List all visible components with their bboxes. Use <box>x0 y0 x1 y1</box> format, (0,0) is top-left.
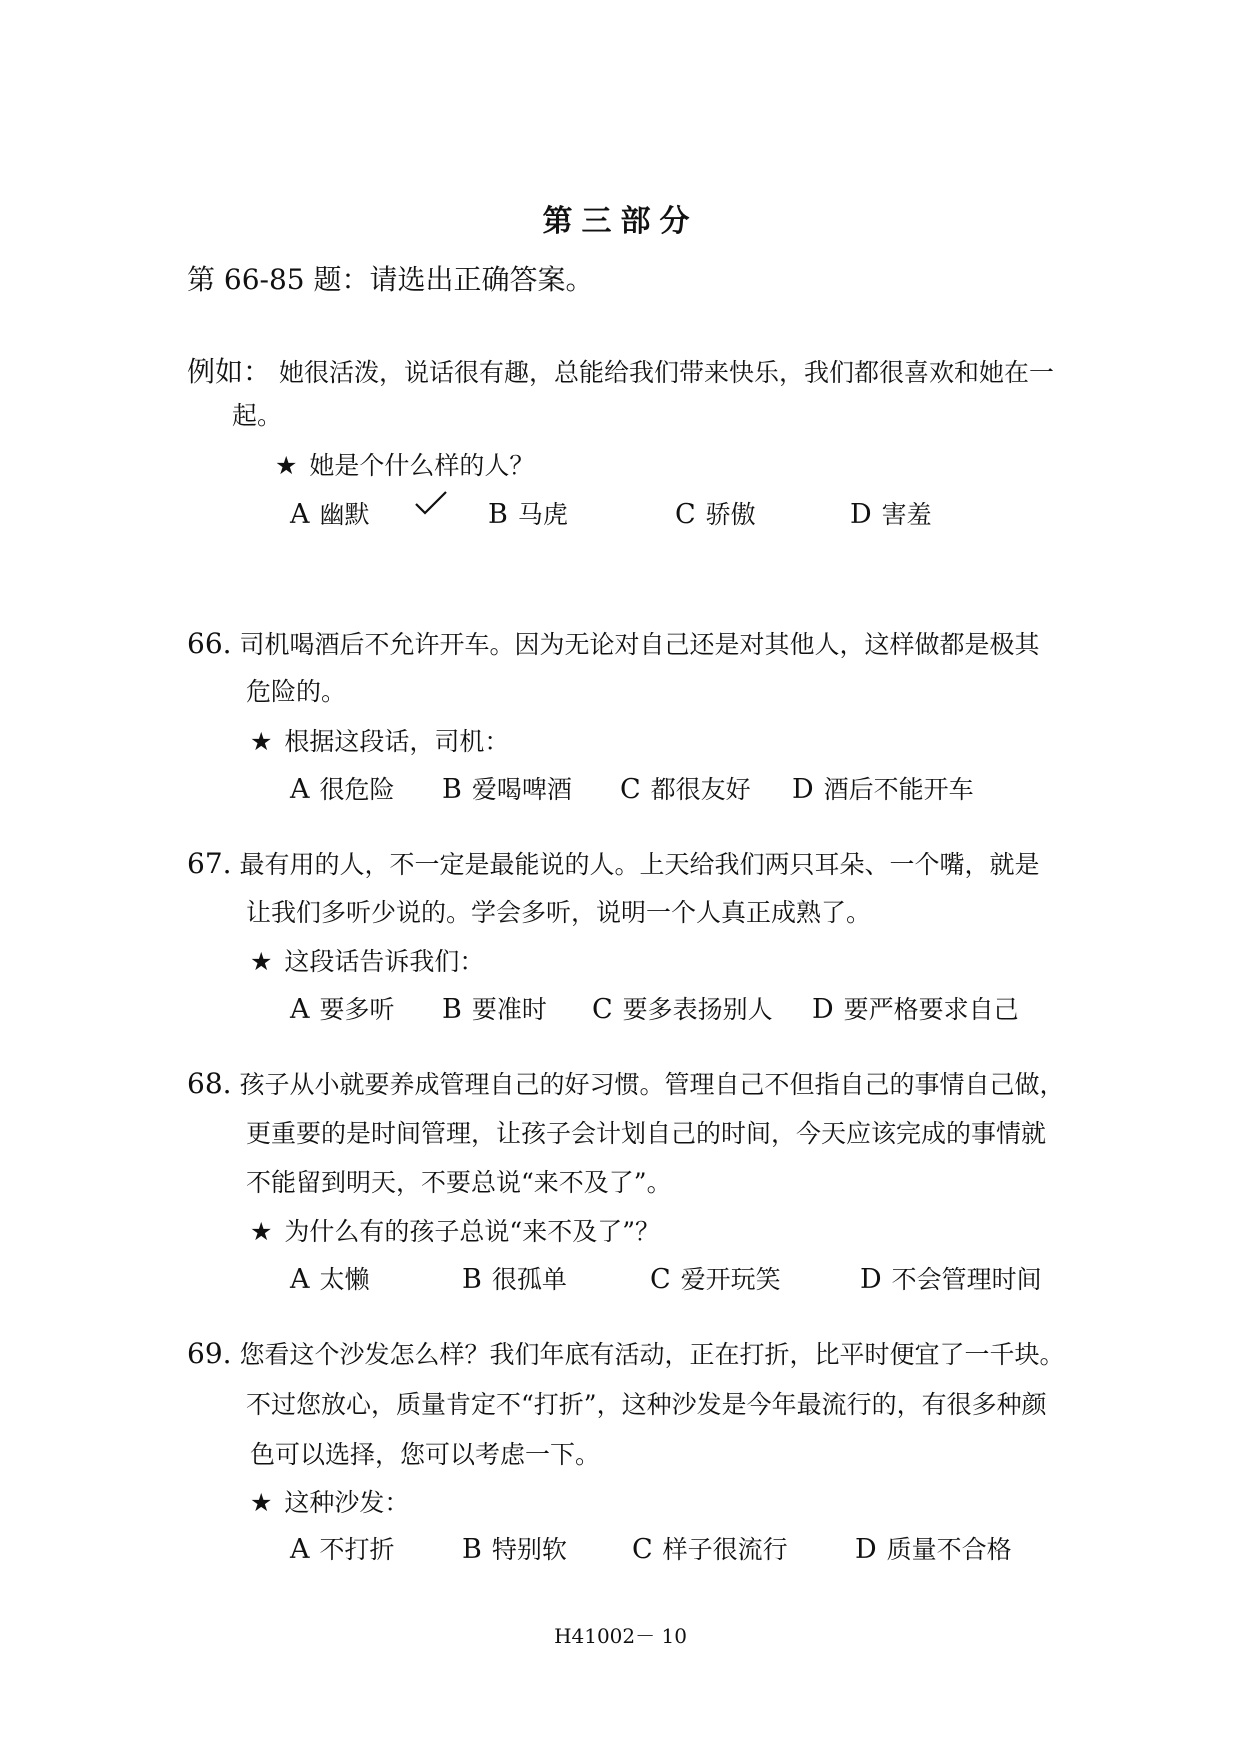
q66-line-1: 66. 司机喝酒后不允许开车。因为无论对自己还是对其他人，这样做都是极其 <box>187 627 1040 660</box>
page-footer: H41002－ 10 <box>554 1624 687 1648</box>
instructions: 第 66-85 题：请选出正确答案。 <box>187 263 594 296</box>
q68-option-d[interactable]: D 不会管理时间 <box>860 1264 1042 1295</box>
q66-question: ★ 根据这段话，司机： <box>250 727 510 756</box>
q66-option-a[interactable]: A 很危险 <box>290 774 395 805</box>
q66-line-2: 危险的。 <box>246 677 347 706</box>
q68-line-3: 不能留到明天，不要总说“来不及了”。 <box>246 1168 672 1197</box>
q66-option-d[interactable]: D 酒后不能开车 <box>792 774 974 805</box>
example-option-c[interactable]: C 骄傲 <box>675 499 756 530</box>
star-icon: ★ <box>250 1217 273 1246</box>
q69-line-2: 不过您放心，质量肯定不“打折”，这种沙发是今年最流行的，有很多种颜 <box>246 1390 1047 1419</box>
example-question: ★ 她是个什么样的人？ <box>275 451 535 480</box>
q68-line-2: 更重要的是时间管理，让孩子会计划自己的时间，今天应该完成的事情就 <box>246 1119 1047 1148</box>
q66-option-c[interactable]: C 都很友好 <box>620 774 751 805</box>
section-title: 第三部分 <box>542 204 699 239</box>
q67-option-b[interactable]: B 要准时 <box>442 994 547 1025</box>
star-icon: ★ <box>250 1488 273 1517</box>
example-option-a[interactable]: A 幽默 <box>290 499 370 530</box>
q68-option-a[interactable]: A 太懒 <box>290 1264 370 1295</box>
q67-question: ★ 这段话告诉我们： <box>250 947 485 976</box>
q67-option-a[interactable]: A 要多听 <box>290 994 395 1025</box>
q68-option-c[interactable]: C 爱开玩笑 <box>650 1264 781 1295</box>
q66-option-b[interactable]: B 爱喝啤酒 <box>442 774 572 805</box>
q69-option-c[interactable]: C 样子很流行 <box>632 1534 788 1565</box>
q68-question: ★ 为什么有的孩子总说“来不及了”？ <box>250 1217 660 1246</box>
example-text-line-2: 起。 <box>232 401 283 430</box>
example-label: 例如： <box>187 355 272 388</box>
q69-option-b[interactable]: B 特别软 <box>462 1534 567 1565</box>
q69-question: ★ 这种沙发： <box>250 1488 410 1517</box>
q67-option-d[interactable]: D 要严格要求自己 <box>812 994 1019 1025</box>
checkmark-icon <box>414 490 448 516</box>
q68-option-b[interactable]: B 很孤单 <box>462 1264 567 1295</box>
q67-line-2: 让我们多听少说的。学会多听，说明一个人真正成熟了。 <box>246 898 872 927</box>
example-option-b[interactable]: B 马虎 <box>488 499 568 530</box>
q67-option-c[interactable]: C 要多表扬别人 <box>592 994 773 1025</box>
q69-line-1: 69. 您看这个沙发怎么样？我们年底有活动，正在打折，比平时便宜了一千块。 <box>187 1337 1065 1370</box>
star-icon: ★ <box>250 947 273 976</box>
q69-line-3: 色可以选择，您可以考虑一下。 <box>250 1440 601 1469</box>
example-text-line-1: 例如： 她很活泼，说话很有趣，总能给我们带来快乐，我们都很喜欢和她在一 <box>187 350 1054 390</box>
q69-option-a[interactable]: A 不打折 <box>290 1534 395 1565</box>
star-icon: ★ <box>275 451 298 480</box>
star-icon: ★ <box>250 727 273 756</box>
q68-line-1: 68. 孩子从小就要养成管理自己的好习惯。管理自己不但指自己的事情自己做， <box>187 1067 1065 1100</box>
example-option-d[interactable]: D 害羞 <box>850 499 932 530</box>
q67-line-1: 67. 最有用的人，不一定是最能说的人。上天给我们两只耳朵、一个嘴，就是 <box>187 847 1040 880</box>
q69-option-d[interactable]: D 质量不合格 <box>855 1534 1012 1565</box>
